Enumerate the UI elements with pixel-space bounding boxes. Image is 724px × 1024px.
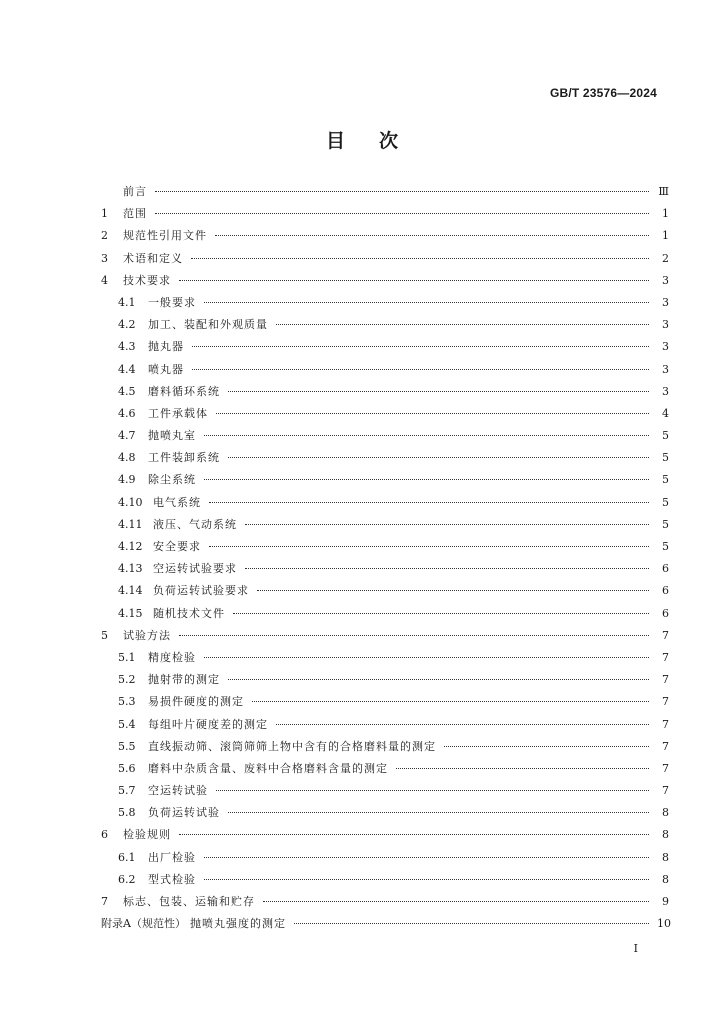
toc-entry[interactable]: [101, 625, 669, 647]
toc-entry[interactable]: [101, 714, 669, 736]
dot-leader: [228, 812, 649, 813]
toc-entry-label: 易损件硬度的测定: [148, 695, 244, 709]
toc-entry[interactable]: [101, 869, 669, 891]
standard-code: GB/T 23576—2024: [549, 86, 657, 100]
toc-entry-number: 4.6: [118, 406, 136, 420]
dot-leader: [204, 435, 649, 436]
toc-entry-page: 5: [662, 429, 669, 443]
toc-entry[interactable]: [101, 847, 669, 869]
toc-entry-label: 标志、包装、运输和贮存: [123, 895, 255, 908]
toc-entry-number: 4.3: [118, 340, 136, 354]
toc-entry-number: 4.10: [118, 495, 143, 509]
toc-entry[interactable]: [101, 536, 669, 558]
toc-entry[interactable]: [101, 647, 669, 669]
dot-leader: [228, 391, 649, 392]
toc-entry-label: 型式检验: [148, 872, 196, 886]
toc-entry-number: 5.3: [118, 695, 136, 709]
dot-leader: [252, 701, 649, 702]
toc-entry-label: 抛射带的测定: [148, 673, 220, 687]
toc-entry-number: 4.4: [118, 362, 136, 376]
dot-leader: [276, 724, 649, 725]
toc-entry-number: 4.11: [118, 517, 143, 531]
toc-entry[interactable]: [101, 558, 669, 580]
dot-leader: [192, 369, 649, 370]
toc-entry-number: 5: [101, 628, 108, 642]
toc-entry-number: 1: [101, 207, 108, 221]
toc-entry-page: 3: [662, 362, 669, 376]
toc-entry-page: 3: [662, 295, 669, 309]
dot-leader: [209, 546, 649, 547]
toc-entry-label: 技术要求: [123, 273, 171, 287]
toc-entry[interactable]: [101, 403, 669, 425]
toc-entry-label: 抛喷丸室: [148, 429, 196, 443]
toc-entry-label: 磨料循环系统: [148, 384, 220, 398]
dot-leader: [204, 879, 649, 880]
toc-entry-page: 6: [662, 584, 669, 598]
toc-entry[interactable]: [101, 248, 669, 270]
toc-entry-label: 精度检验: [148, 650, 196, 664]
toc-entry[interactable]: [101, 758, 669, 780]
toc-entry-label: 加工、装配和外观质量: [148, 318, 268, 332]
toc-entry-page: 3: [662, 340, 669, 354]
toc-entry-label: 负荷运转试验: [148, 806, 220, 820]
toc-entry[interactable]: [101, 181, 669, 203]
dot-leader: [155, 191, 649, 192]
toc-entry-number: 5.1: [118, 650, 136, 664]
toc-entry-page: 5: [662, 495, 669, 509]
toc-entry-page: 8: [662, 828, 669, 842]
toc-entry-page: 7: [662, 650, 669, 664]
toc-entry[interactable]: [101, 203, 669, 225]
toc-entry-page: 9: [662, 895, 669, 908]
toc-entry[interactable]: [101, 736, 669, 758]
toc-entry-label: 空运转试验: [148, 784, 208, 798]
toc-entry-number: 4.5: [118, 384, 136, 398]
toc-entry-page: 3: [662, 318, 669, 332]
toc-entry-number: 5.5: [118, 739, 136, 753]
toc-entry[interactable]: [101, 891, 669, 913]
toc-entry[interactable]: [101, 336, 669, 358]
dot-leader: [444, 746, 649, 747]
dot-leader: [228, 457, 649, 458]
toc-entry-page: 7: [662, 695, 669, 709]
dot-leader: [228, 679, 649, 680]
toc-entry-label: 除尘系统: [148, 473, 196, 487]
toc-entry-page: 5: [662, 517, 669, 531]
toc-entry-label: 规范性引用文件: [123, 229, 207, 243]
dot-leader: [192, 346, 649, 347]
toc-entry-number: 4: [101, 273, 108, 287]
toc-entry-page: 6: [662, 562, 669, 576]
page-title: [0, 126, 724, 153]
toc-entry-number: 4.1: [118, 295, 136, 309]
toc-entry-label: 直线振动筛、滚筒筛筛上物中含有的合格磨料量的测定: [148, 739, 436, 753]
toc-entry-label: 电气系统: [153, 495, 201, 509]
toc-entry-number: 6.1: [118, 850, 136, 864]
toc-entry[interactable]: [101, 669, 669, 691]
toc-entry-page: 3: [662, 384, 669, 398]
toc-entry[interactable]: [101, 780, 669, 802]
toc-entry-page: 7: [662, 673, 669, 687]
toc-entry-number: 4.2: [118, 318, 136, 332]
toc-entry[interactable]: [101, 603, 669, 625]
dot-leader: [396, 768, 649, 769]
dot-leader: [204, 857, 649, 858]
dot-leader: [204, 479, 649, 480]
dot-leader: [179, 280, 649, 281]
toc-entry-number: 6.2: [118, 872, 136, 886]
toc-entry-page: 8: [662, 850, 669, 864]
toc-entry-number: 4.8: [118, 451, 136, 465]
toc-entry-label: 范围: [123, 207, 147, 221]
toc-entry-page: 8: [662, 872, 669, 886]
toc-entry-label: 术语和定义: [123, 251, 183, 265]
toc-entry-page: 4: [662, 406, 669, 420]
toc-entry-page: 2: [662, 251, 669, 265]
dot-leader: [257, 590, 649, 591]
toc-entry-label: 抛喷丸强度的测定: [189, 917, 286, 931]
toc-entry[interactable]: [101, 225, 669, 247]
toc-entry-number: 5.8: [118, 806, 136, 820]
dot-leader: [204, 302, 649, 303]
toc-entry[interactable]: [101, 314, 669, 336]
dot-leader: [215, 235, 649, 236]
toc-entry-number: 4.7: [118, 429, 136, 443]
toc-entry-page: 1: [662, 207, 669, 221]
dot-leader: [204, 657, 649, 658]
toc-entry[interactable]: [101, 447, 669, 469]
toc-entry-number: 4.14: [118, 584, 143, 598]
dot-leader: [179, 834, 649, 835]
toc-entry[interactable]: [101, 492, 669, 514]
toc-entry-label: 一般要求: [148, 295, 196, 309]
toc-entry-page: 5: [662, 473, 669, 487]
toc-entry-number: 4.9: [118, 473, 136, 487]
toc-entry-number: 5.7: [118, 784, 136, 798]
toc-entry[interactable]: [101, 913, 669, 935]
toc-entry-page: 3: [662, 273, 669, 287]
toc-entry-page: 10: [657, 917, 671, 931]
toc-entry-number: 5.2: [118, 673, 136, 687]
toc-entry-label: 空运转试验要求: [153, 562, 237, 576]
toc-entry-number: 附录A（规范性）: [101, 917, 186, 931]
toc-entry-page: Ⅲ: [658, 185, 669, 198]
toc-entry[interactable]: [101, 580, 669, 602]
toc-entry-number: 6: [101, 828, 108, 842]
toc-entry-page: 5: [662, 540, 669, 553]
dot-leader: [216, 413, 649, 414]
toc-entry-number: 2: [101, 229, 108, 243]
dot-leader: [245, 568, 649, 569]
toc-entry-number: 4.12: [118, 540, 143, 553]
toc-entry-page: 1: [662, 229, 669, 243]
toc-entry-label: 试验方法: [123, 628, 171, 642]
toc-entry-number: 7: [101, 895, 108, 908]
toc-entry-page: 5: [662, 451, 669, 465]
toc-entry-label: 喷丸器: [148, 362, 184, 376]
toc-entry-number: 3: [101, 251, 108, 265]
dot-leader: [263, 901, 649, 902]
title-char-2: 次: [379, 130, 399, 152]
dot-leader: [245, 524, 649, 525]
table-of-contents: [101, 181, 669, 935]
toc-entry[interactable]: [101, 292, 669, 314]
toc-entry-label: 磨料中杂质含量、废料中合格磨料含量的测定: [148, 761, 388, 775]
title-char-1: 目: [325, 130, 345, 152]
toc-entry-label: 前言: [123, 185, 147, 198]
dot-leader: [216, 790, 649, 791]
toc-entry-label: 每组叶片硬度差的测定: [148, 717, 268, 731]
toc-entry-number: 5.6: [118, 761, 136, 775]
toc-entry[interactable]: [101, 824, 669, 846]
toc-entry-page: 8: [662, 806, 669, 820]
toc-entry-number: 5.4: [118, 717, 136, 731]
dot-leader: [276, 324, 649, 325]
toc-entry-label: 安全要求: [153, 540, 201, 553]
dot-leader: [294, 923, 649, 924]
toc-entry[interactable]: [101, 691, 669, 713]
toc-entry-number: 4.13: [118, 562, 143, 576]
toc-entry-label: 工件装卸系统: [148, 451, 220, 465]
toc-entry-label: 抛丸器: [148, 340, 184, 354]
page-number: Ⅰ: [633, 942, 638, 955]
toc-entry-label: 工件承载体: [148, 406, 208, 420]
toc-entry-label: 随机技术文件: [153, 606, 225, 620]
toc-entry[interactable]: [101, 381, 669, 403]
toc-entry-page: 7: [662, 761, 669, 775]
toc-entry-page: 6: [662, 606, 669, 620]
dot-leader: [155, 213, 649, 214]
toc-entry-page: 7: [662, 739, 669, 753]
dot-leader: [191, 258, 649, 259]
toc-entry-number: 4.15: [118, 606, 143, 620]
toc-entry[interactable]: [101, 514, 669, 536]
dot-leader: [233, 613, 649, 614]
toc-entry-page: 7: [662, 717, 669, 731]
toc-entry-label: 负荷运转试验要求: [153, 584, 249, 598]
toc-entry-label: 液压、气动系统: [153, 517, 237, 531]
toc-entry-page: 7: [662, 784, 669, 798]
toc-entry[interactable]: [101, 359, 669, 381]
toc-entry[interactable]: [101, 802, 669, 824]
toc-entry-label: 检验规则: [123, 828, 171, 842]
toc-entry-label: 出厂检验: [148, 850, 196, 864]
toc-entry[interactable]: [101, 270, 669, 292]
dot-leader: [209, 502, 649, 503]
toc-entry-page: 7: [662, 628, 669, 642]
toc-entry[interactable]: [101, 425, 669, 447]
toc-entry[interactable]: [101, 469, 669, 491]
dot-leader: [179, 635, 649, 636]
